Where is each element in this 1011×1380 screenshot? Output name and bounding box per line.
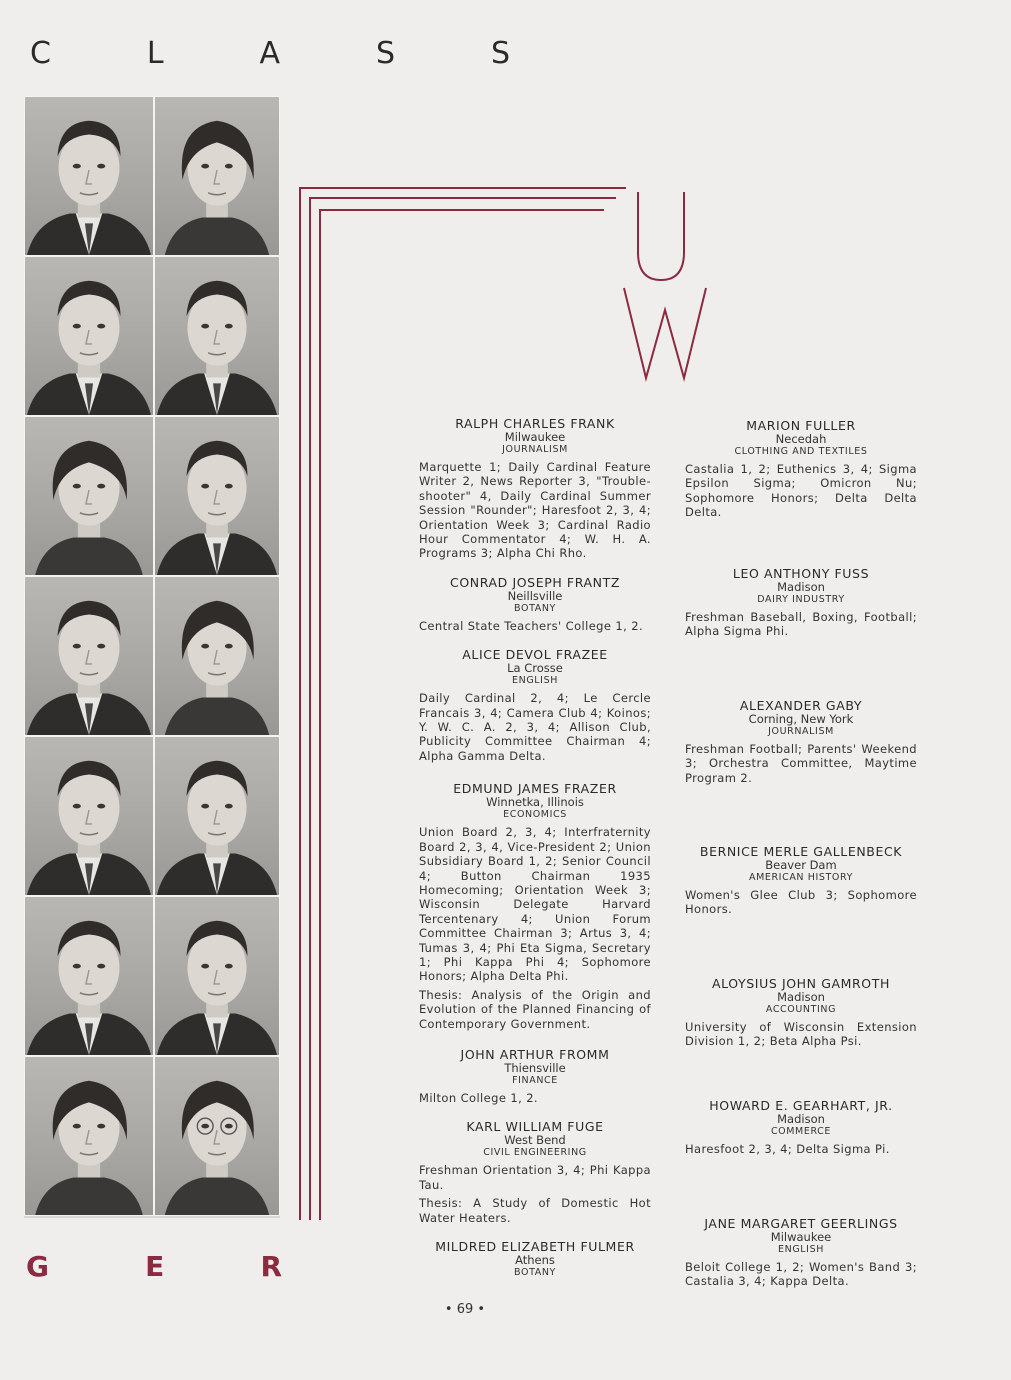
page-number: • 69 •	[444, 1302, 486, 1317]
student-major: ECONOMICS	[503, 809, 567, 821]
ger-footer	[26, 1250, 282, 1283]
student-entry	[419, 575, 651, 633]
entries-right-column	[685, 418, 917, 1289]
student-major: AMERICAN HISTORY	[748, 872, 853, 883]
student-activities: University of Wisconsin Extension Division 1, 2; Beta Alpha Psi.	[685, 1020, 917, 1049]
student-town: West Bend	[504, 1133, 566, 1148]
student-major: CIVIL ENGINEERING	[483, 1147, 587, 1159]
student-name: MARION FULLER	[746, 418, 856, 433]
student-town: Beaver Dam	[765, 858, 837, 872]
monogram-u-letter	[626, 186, 696, 286]
entries-left-column	[419, 416, 651, 1279]
student-town: Milwaukee	[770, 1230, 832, 1244]
student-activities: Central State Teachers' College 1, 2.	[419, 618, 644, 633]
student-town: Milwaukee	[504, 430, 566, 444]
student-town: Corning, New York	[748, 712, 854, 726]
student-activities: Castalia 1, 2; Euthenics 3, 4; Sigma Epsilon Sigma; Omicron Nu; Sophomore Honors; Delta Delta Delta.	[685, 462, 917, 520]
student-entry	[419, 1119, 651, 1225]
student-name: ALOYSIUS JOHN GAMROTH	[712, 976, 890, 991]
student-activities: Women's Glee Club 3; Sophomore Honors.	[685, 888, 917, 917]
student-name: KARL WILLIAM FUGE	[466, 1119, 604, 1135]
student-entry	[685, 976, 917, 1098]
student-town: Neillsville	[507, 588, 563, 603]
student-entry	[685, 418, 917, 566]
student-name: RALPH CHARLES FRANK	[455, 416, 615, 431]
student-entry	[685, 698, 917, 844]
student-name: HOWARD E. GEARHART, JR.	[709, 1098, 893, 1113]
student-major: CLOTHING AND TEXTILES	[734, 446, 868, 457]
student-town: Winnetka, Illinois	[486, 795, 584, 810]
student-name: EDMUND JAMES FRAZER	[453, 781, 617, 797]
student-activities: Haresfoot 2, 3, 4; Delta Sigma Pi.	[685, 1142, 890, 1156]
student-name: CONRAD JOSEPH FRANTZ	[450, 574, 620, 590]
student-town: Madison	[777, 580, 825, 594]
student-town: La Crosse	[507, 661, 563, 676]
student-activities: Freshman Orientation 3, 4; Phi Kappa Tau.	[419, 1163, 651, 1192]
student-name: BERNICE MERLE GALLENBECK	[699, 844, 903, 859]
student-major: BOTANY	[514, 602, 556, 614]
student-activities: Milton College 1, 2.	[419, 1090, 538, 1105]
student-entry	[685, 1216, 917, 1289]
student-town: Thiensville	[504, 1060, 566, 1075]
student-entry	[419, 781, 651, 1031]
student-major: ENGLISH	[512, 675, 558, 687]
heading-letter: S	[375, 36, 396, 71]
student-entry	[685, 844, 917, 976]
student-major: FINANCE	[512, 1074, 558, 1086]
student-thesis: Thesis: Analysis of the Origin and Evolution of the Planned Financing of Contemporary Government.	[419, 987, 651, 1031]
student-name: MILDRED ELIZABETH FULMER	[435, 1239, 635, 1254]
student-entry	[419, 416, 651, 561]
student-town: Athens	[515, 1253, 555, 1267]
student-major: ENGLISH	[778, 1244, 824, 1255]
student-activities: Daily Cardinal 2, 4; Le Cercle Francais 3, 4; Camera Club 4; Koinos; Y. W. C. A. 2, 3, 4; Allison Club, Publicity Committee Chairman 4; Alpha Gamma Delta.	[419, 691, 651, 763]
footer-letter: G	[26, 1250, 49, 1283]
student-entry	[685, 566, 917, 698]
student-major: COMMERCE	[770, 1126, 832, 1137]
footer-letter: R	[260, 1250, 282, 1283]
student-major: ACCOUNTING	[765, 1004, 837, 1015]
student-activities: Freshman Baseball, Boxing, Football; Alpha Sigma Phi.	[685, 610, 917, 639]
student-entry	[419, 647, 651, 763]
student-name: JANE MARGARET GEERLINGS	[704, 1216, 898, 1231]
student-major: DAIRY INDUSTRY	[757, 594, 845, 605]
student-name: ALICE DEVOL FRAZEE	[462, 647, 608, 663]
student-thesis: Thesis: A Study of Domestic Hot Water Heaters.	[419, 1196, 651, 1225]
student-town: Madison	[777, 990, 825, 1004]
student-entry	[419, 1239, 651, 1279]
student-activities: Union Board 2, 3, 4; Interfraternity Board 2, 3, 4, Vice-President 2; Union Subsidiary Board 1, 2; Senior Council 4; Button Chairman 1935 Homecoming; Orientation Week 3; Wisconsin Delegate Harvard Tercentenary 4; Union Forum Committee Chairman 3; Artus 3, 4; Tumas 3, 4; Phi Eta Sigma, Secretary 1; Phi Kappa Phi 4; Sophomore Honors; Alpha Delta Phi.	[419, 825, 651, 984]
student-entry	[419, 1047, 651, 1105]
heading-letter: A	[259, 36, 281, 71]
student-name: LEO ANTHONY FUSS	[732, 566, 870, 581]
student-major: JOURNALISM	[768, 726, 834, 737]
student-activities: Beloit College 1, 2; Women's Band 3; Castalia 3, 4; Kappa Delta.	[685, 1260, 917, 1289]
monogram-w-letter	[620, 284, 710, 384]
heading-letter: L	[146, 36, 164, 71]
student-name: ALEXANDER GABY	[739, 698, 863, 713]
footer-letter: E	[145, 1250, 165, 1283]
student-town: Necedah	[775, 432, 827, 446]
heading-letter: C	[30, 36, 51, 71]
student-activities: Marquette 1; Daily Cardinal Feature Writer 2, News Reporter 3, "Trouble-shooter" 4, Daily Cardinal Summer Session "Rounder"; Haresfoot 2, 3, 4; Orientation Week 3; Cardinal Radio Hour Commentator 4; W. H. A. Programs 3; Alpha Chi Rho.	[419, 460, 651, 561]
heading-letter: S	[490, 36, 510, 71]
student-entry	[685, 1098, 917, 1216]
student-activities: Freshman Football; Parents' Weekend 3; Orchestra Committee, Maytime Program 2.	[685, 742, 917, 785]
student-town: Madison	[777, 1112, 825, 1126]
student-name: JOHN ARTHUR FROMM	[460, 1046, 610, 1062]
student-major: BOTANY	[514, 1267, 556, 1278]
student-major: JOURNALISM	[502, 444, 568, 455]
